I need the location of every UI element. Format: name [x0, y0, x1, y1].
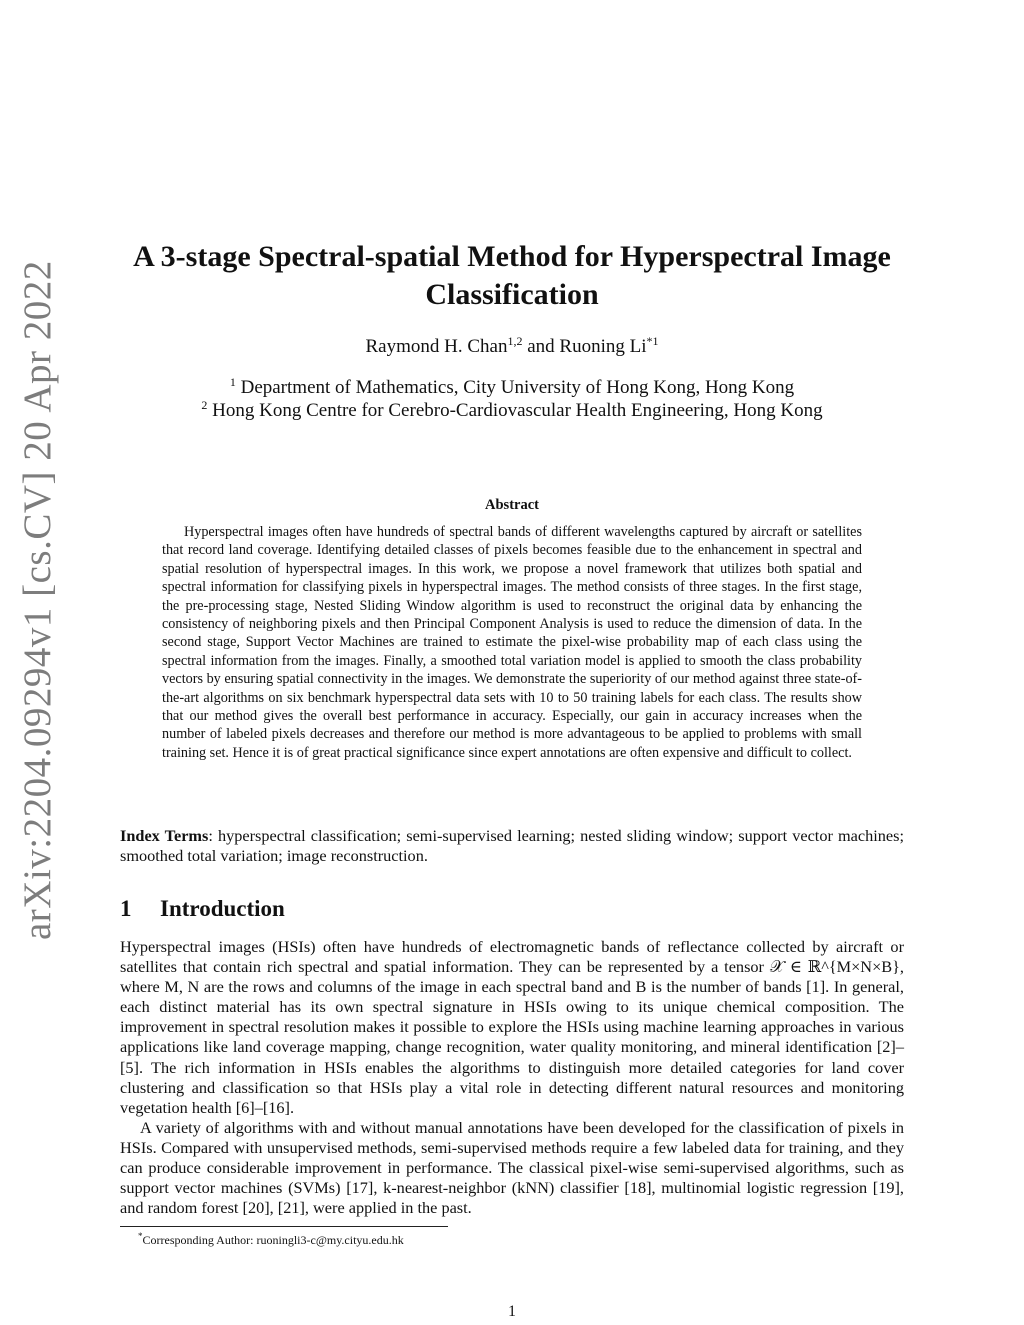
- author-affil-mark: *1: [646, 334, 659, 348]
- footnote-text: Corresponding Author: ruoningli3-c@my.cityu.edu.hk: [142, 1233, 404, 1247]
- author-line: [120, 335, 904, 359]
- affiliation-mark: 2: [201, 398, 208, 412]
- footnote: [138, 1232, 404, 1248]
- body-paragraph: A variety of algorithms with and without manual annotations have been developed for the classification of pixels in HSIs. Compared with unsupervised methods, semi-supervised methods require a few labeled data for training, and they can produce considerable improvement in performance. The classical pixel-wise semi-supervised algorithms, such as support vector machines (SVMs) [17], k-nearest-neighbor (kNN) classifier [18], multinomial logistic regression [19], and random forest [20], [21], were applied in the past.: [120, 1118, 904, 1218]
- footnote-mark: *: [138, 1231, 143, 1241]
- body-paragraph: Hyperspectral images (HSIs) often have hundreds of electromagnetic bands of reflectance collected by aircraft or satellites that contain rich spectral and spatial information. They can be represented by a tensor 𝒳 ∈ ℝ^{M×N×B}, where M, N are the rows and columns of the image in each spectral band and B is the number of bands [1]. In general, each distinct material has its own spectral signature in HSIs owing to its unique chemical composition. The improvement in spectral resolution makes it possible to explore the HSIs using machine learning approaches in various applications like land coverage mapping, change recognition, water quality monitoring, and mineral identification [2]–[5]. The rich information in HSIs enables the algorithms to distinguish more detailed categories for land cover clustering and classification so that HSIs play a vital role in detecting different natural resources and monitoring vegetation health [6]–[16].: [120, 937, 904, 1117]
- affiliation-mark: 1: [229, 375, 236, 389]
- affiliation: [120, 376, 904, 400]
- section-number: 1: [120, 896, 132, 921]
- section-title: Introduction: [160, 896, 285, 921]
- index-terms: [120, 826, 904, 866]
- affiliation: [120, 399, 904, 423]
- paper-title: A 3-stage Spectral-spatial Method for Hyperspectral Image Classification: [133, 240, 891, 311]
- author-name: Raymond H. Chan: [365, 336, 508, 357]
- affiliation-text: Hong Kong Centre for Cerebro-Cardiovascular Health Engineering, Hong Kong: [212, 400, 823, 421]
- index-terms-label: Index Terms: [120, 826, 209, 845]
- index-terms-text: : hyperspectral classification; semi-supervised learning; nested sliding window; support vector machines; smoothed total variation; image reconstruction.: [120, 826, 904, 865]
- section-heading: [120, 894, 285, 924]
- abstract-body: Hyperspectral images often have hundreds of spectral bands of different wavelengths captured by aircraft or satellites that record land coverage. Identifying detailed classes of pixels becomes feasible due to the enhancement in spectral and spatial resolution of hyperspectral images. In this work, we propose a novel framework that utilizes both spatial and spectral information for classifying pixels in hyperspectral images. The method consists of three stages. In the first stage, the pre-processing stage, Nested Sliding Window algorithm is used to reconstruct the original data by enhancing the consistency of neighboring pixels and then Principal Component Analysis is used to reduce the dimension of data. In the second stage, Support Vector Machines are trained to estimate the pixel-wise probability map of each class using the spectral information from the images. Finally, a smoothed total variation model is applied to smooth the class probability vectors by ensuring spatial connectivity in the images. We demonstrate the superiority of our method against three state-of-the-art algorithms on six benchmark hyperspectral data sets with 10 to 50 training labels for each class. The results show that our method gives the overall best performance in accuracy. Especially, our gain in accuracy increases when the number of labeled pixels decreases and therefore our method is more advantageous to be applied to problems with small training set. Hence it is of great practical significance since expert annotations are often expensive and difficult to collect.: [162, 524, 862, 761]
- author-name: Ruoning Li: [559, 336, 647, 357]
- arxiv-identifier: arXiv:2204.09294v1 [cs.CV] 20 Apr 2022: [16, 260, 59, 940]
- page-number: 1: [508, 1303, 516, 1320]
- affiliation-text: Department of Mathematics, City University of Hong Kong, Hong Kong: [240, 377, 795, 398]
- abstract-heading: Abstract: [485, 497, 539, 513]
- author-affil-mark: 1,2: [507, 334, 523, 348]
- footnote-divider: [120, 1226, 448, 1227]
- author-joiner: and: [527, 336, 555, 357]
